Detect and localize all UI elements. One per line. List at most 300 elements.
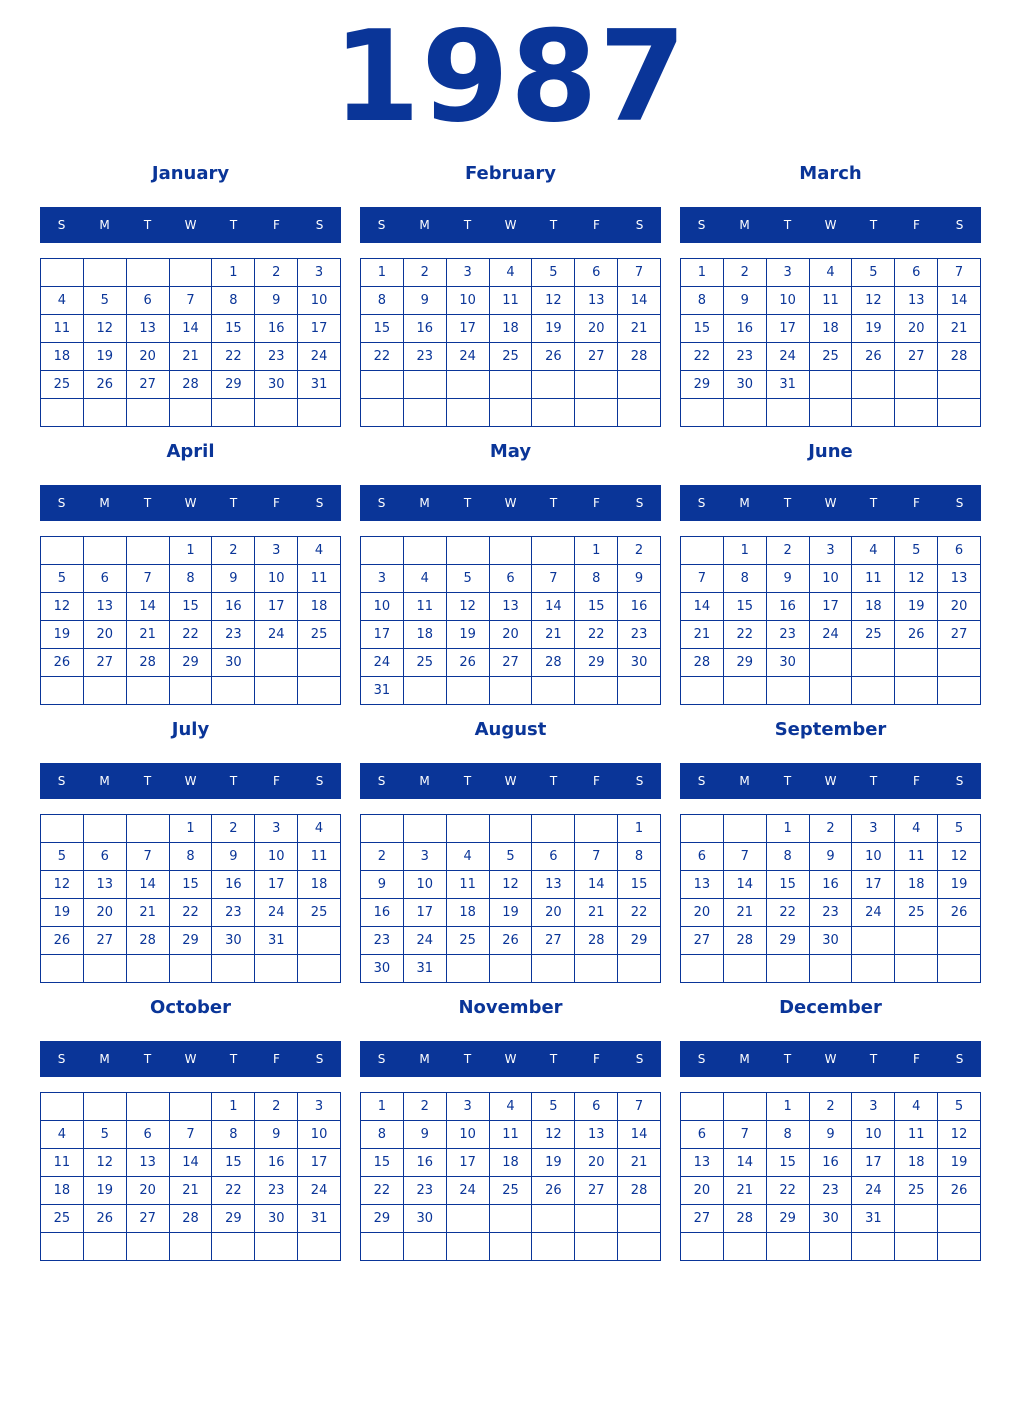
day-cell: 22 [361,1177,404,1205]
day-cell: 31 [298,371,341,399]
empty-cell [212,677,255,705]
day-grid [680,258,981,427]
day-cell: 26 [938,1177,981,1205]
day-cell: 29 [618,927,661,955]
weekday-label: M [99,774,110,788]
empty-cell [127,1233,170,1261]
day-cell: 16 [618,593,661,621]
day-cell: 12 [41,593,84,621]
empty-cell [447,955,490,983]
empty-cell [490,1205,533,1233]
day-cell: 16 [361,899,404,927]
day-cell: 18 [895,871,938,899]
day-cell: 11 [298,843,341,871]
day-cell: 31 [404,955,447,983]
empty-cell [938,371,981,399]
day-cell: 19 [41,899,84,927]
day-cell: 9 [212,565,255,593]
empty-cell [532,371,575,399]
day-cell: 6 [681,1121,724,1149]
day-cell: 7 [938,259,981,287]
weekday-label: M [739,218,750,232]
day-cell: 27 [575,343,618,371]
day-cell: 20 [127,1177,170,1205]
empty-cell [84,1233,127,1261]
day-cell: 31 [298,1205,341,1233]
day-cell: 1 [212,1093,255,1121]
day-cell: 12 [938,843,981,871]
empty-cell [618,955,661,983]
day-cell: 11 [895,843,938,871]
day-cell: 18 [298,593,341,621]
day-cell: 27 [681,1205,724,1233]
day-cell: 20 [575,315,618,343]
empty-cell [938,955,981,983]
day-cell: 4 [490,259,533,287]
weekday-label: F [273,1052,280,1066]
day-cell: 10 [447,1121,490,1149]
day-cell: 2 [255,259,298,287]
day-cell: 5 [532,259,575,287]
empty-cell [84,1093,127,1121]
day-cell: 6 [127,1121,170,1149]
day-cell: 24 [852,1177,895,1205]
day-cell: 7 [575,843,618,871]
day-cell: 15 [618,871,661,899]
empty-cell [681,537,724,565]
empty-cell [447,537,490,565]
day-cell: 12 [84,315,127,343]
day-cell: 2 [212,815,255,843]
day-cell: 30 [404,1205,447,1233]
day-cell: 9 [255,287,298,315]
day-cell: 17 [298,315,341,343]
day-cell: 1 [767,1093,810,1121]
day-cell: 14 [618,1121,661,1149]
day-cell: 24 [447,1177,490,1205]
weekday-label: S [635,1052,644,1066]
day-cell: 22 [767,899,810,927]
day-cell: 17 [298,1149,341,1177]
day-cell: 28 [575,927,618,955]
weekday-label: W [824,1052,837,1066]
day-cell: 28 [618,343,661,371]
day-cell: 18 [447,899,490,927]
day-cell: 31 [852,1205,895,1233]
day-cell: 27 [84,649,127,677]
weekday-label: T [783,1052,792,1066]
weekday-label: M [419,774,430,788]
day-cell: 8 [212,1121,255,1149]
day-cell: 25 [404,649,447,677]
day-cell: 13 [490,593,533,621]
day-cell: 9 [361,871,404,899]
empty-cell [618,399,661,427]
empty-cell [681,399,724,427]
empty-cell [810,955,853,983]
empty-cell [938,399,981,427]
empty-cell [618,1205,661,1233]
day-cell: 24 [255,899,298,927]
day-cell: 10 [298,1121,341,1149]
day-cell: 5 [938,815,981,843]
day-cell: 17 [447,1149,490,1177]
day-cell: 22 [212,343,255,371]
day-cell: 3 [298,259,341,287]
day-cell: 9 [212,843,255,871]
day-cell: 12 [938,1121,981,1149]
empty-cell [127,955,170,983]
day-cell: 1 [618,815,661,843]
empty-cell [532,1233,575,1261]
empty-cell [724,677,767,705]
day-cell: 31 [767,371,810,399]
day-cell: 28 [170,371,213,399]
day-cell: 15 [361,315,404,343]
weekday-label: T [143,1052,152,1066]
day-cell: 4 [490,1093,533,1121]
day-cell: 3 [852,815,895,843]
day-cell: 12 [490,871,533,899]
empty-cell [532,815,575,843]
day-cell: 15 [575,593,618,621]
empty-cell [767,677,810,705]
day-cell: 22 [681,343,724,371]
empty-cell [447,677,490,705]
empty-cell [724,1093,767,1121]
day-cell: 20 [681,899,724,927]
day-cell: 1 [212,259,255,287]
day-cell: 9 [618,565,661,593]
day-cell: 5 [84,287,127,315]
weekday-label: M [739,496,750,510]
day-grid [360,814,661,983]
weekday-label: S [377,774,386,788]
day-cell: 16 [212,871,255,899]
day-grid [360,1092,661,1261]
day-grid [40,1092,341,1261]
day-cell: 16 [767,593,810,621]
empty-cell [895,1205,938,1233]
day-cell: 23 [404,343,447,371]
weekday-label: M [739,1052,750,1066]
empty-cell [767,399,810,427]
day-cell: 16 [212,593,255,621]
empty-cell [255,399,298,427]
empty-cell [852,399,895,427]
day-cell: 3 [255,815,298,843]
day-cell: 20 [127,343,170,371]
empty-cell [767,955,810,983]
day-cell: 30 [767,649,810,677]
day-cell: 25 [298,621,341,649]
weekday-label: T [143,218,152,232]
day-cell: 14 [618,287,661,315]
empty-cell [532,399,575,427]
day-cell: 5 [895,537,938,565]
empty-cell [127,677,170,705]
weekday-label: S [377,496,386,510]
day-cell: 15 [170,593,213,621]
empty-cell [447,371,490,399]
day-cell: 11 [490,287,533,315]
day-cell: 9 [724,287,767,315]
empty-cell [724,815,767,843]
day-cell: 2 [618,537,661,565]
empty-cell [810,1233,853,1261]
weekday-header [680,207,981,243]
day-cell: 29 [575,649,618,677]
day-cell: 23 [212,621,255,649]
day-cell: 2 [212,537,255,565]
day-cell: 17 [361,621,404,649]
day-cell: 13 [127,315,170,343]
weekday-label: T [549,774,558,788]
day-cell: 15 [767,871,810,899]
day-cell: 13 [575,1121,618,1149]
day-cell: 15 [212,315,255,343]
day-cell: 10 [447,287,490,315]
day-cell: 24 [767,343,810,371]
empty-cell [618,371,661,399]
day-cell: 26 [532,343,575,371]
empty-cell [938,1233,981,1261]
empty-cell [212,399,255,427]
day-cell: 2 [255,1093,298,1121]
day-cell: 27 [127,1205,170,1233]
empty-cell [490,1233,533,1261]
day-cell: 25 [447,927,490,955]
day-cell: 22 [170,621,213,649]
day-cell: 7 [618,259,661,287]
empty-cell [767,1233,810,1261]
day-cell: 25 [852,621,895,649]
day-cell: 1 [681,259,724,287]
day-cell: 19 [532,315,575,343]
day-cell: 14 [127,593,170,621]
day-cell: 5 [490,843,533,871]
day-cell: 23 [361,927,404,955]
day-cell: 8 [212,287,255,315]
empty-cell [852,677,895,705]
day-cell: 11 [447,871,490,899]
weekday-label: S [955,774,964,788]
empty-cell [681,1093,724,1121]
weekday-label: W [824,496,837,510]
empty-cell [681,1233,724,1261]
day-cell: 27 [532,927,575,955]
empty-cell [681,955,724,983]
empty-cell [575,371,618,399]
weekday-label: T [229,496,238,510]
day-cell: 3 [361,565,404,593]
day-cell: 18 [41,343,84,371]
day-cell: 16 [404,315,447,343]
day-cell: 30 [361,955,404,983]
day-cell: 5 [938,1093,981,1121]
day-cell: 28 [681,649,724,677]
day-cell: 10 [810,565,853,593]
day-cell: 19 [84,343,127,371]
day-cell: 10 [767,287,810,315]
day-cell: 19 [41,621,84,649]
day-cell: 2 [810,1093,853,1121]
day-cell: 19 [532,1149,575,1177]
day-cell: 28 [127,649,170,677]
empty-cell [84,815,127,843]
day-cell: 21 [938,315,981,343]
day-cell: 11 [810,287,853,315]
weekday-label: S [377,1052,386,1066]
weekday-label: T [463,218,472,232]
day-cell: 29 [361,1205,404,1233]
weekday-label: T [869,218,878,232]
day-cell: 10 [852,843,895,871]
month-name: October [150,997,231,1018]
day-cell: 17 [767,315,810,343]
empty-cell [84,677,127,705]
weekday-label: F [913,496,920,510]
day-cell: 1 [724,537,767,565]
day-cell: 22 [361,343,404,371]
day-cell: 16 [810,871,853,899]
empty-cell [404,399,447,427]
empty-cell [447,399,490,427]
day-cell: 10 [404,871,447,899]
day-cell: 22 [724,621,767,649]
day-grid [360,258,661,427]
day-cell: 11 [298,565,341,593]
empty-cell [127,1093,170,1121]
day-cell: 5 [41,843,84,871]
day-cell: 25 [298,899,341,927]
weekday-label: T [229,218,238,232]
day-cell: 4 [852,537,895,565]
day-cell: 6 [490,565,533,593]
day-cell: 27 [127,371,170,399]
month-name: November [458,997,563,1018]
day-cell: 2 [404,1093,447,1121]
weekday-label: M [99,218,110,232]
empty-cell [298,927,341,955]
day-cell: 20 [575,1149,618,1177]
day-cell: 22 [618,899,661,927]
weekday-header [680,763,981,799]
day-cell: 27 [490,649,533,677]
day-cell: 17 [447,315,490,343]
day-cell: 12 [532,287,575,315]
weekday-label: M [419,1052,430,1066]
weekday-label: F [913,218,920,232]
day-cell: 19 [852,315,895,343]
empty-cell [724,399,767,427]
day-cell: 10 [298,287,341,315]
day-cell: 11 [404,593,447,621]
day-cell: 8 [767,1121,810,1149]
empty-cell [41,399,84,427]
weekday-label: F [593,218,600,232]
day-cell: 13 [575,287,618,315]
day-cell: 18 [298,871,341,899]
day-cell: 9 [810,1121,853,1149]
weekday-label: S [697,218,706,232]
day-cell: 1 [170,537,213,565]
empty-cell [852,927,895,955]
day-cell: 21 [618,1149,661,1177]
day-cell: 1 [361,259,404,287]
day-cell: 25 [895,1177,938,1205]
day-grid [360,536,661,705]
empty-cell [575,677,618,705]
day-cell: 20 [938,593,981,621]
empty-cell [255,1233,298,1261]
empty-cell [810,649,853,677]
day-grid [680,1092,981,1261]
day-cell: 12 [447,593,490,621]
day-cell: 6 [575,259,618,287]
day-cell: 14 [170,315,213,343]
weekday-label: T [463,496,472,510]
day-cell: 11 [41,315,84,343]
weekday-label: S [635,774,644,788]
day-cell: 12 [84,1149,127,1177]
day-cell: 25 [810,343,853,371]
day-cell: 7 [127,565,170,593]
empty-cell [41,259,84,287]
year-title: 1987 [332,3,688,150]
empty-cell [41,955,84,983]
day-cell: 16 [255,315,298,343]
weekday-label: M [739,774,750,788]
empty-cell [490,815,533,843]
day-cell: 11 [490,1121,533,1149]
empty-cell [361,537,404,565]
day-cell: 28 [938,343,981,371]
day-cell: 12 [852,287,895,315]
day-cell: 27 [938,621,981,649]
day-cell: 8 [767,843,810,871]
empty-cell [895,371,938,399]
day-cell: 13 [84,593,127,621]
day-grid [680,536,981,705]
day-cell: 20 [84,621,127,649]
empty-cell [170,399,213,427]
empty-cell [41,1233,84,1261]
day-cell: 8 [170,843,213,871]
weekday-label: W [824,774,837,788]
day-cell: 1 [170,815,213,843]
day-grid [40,536,341,705]
day-cell: 7 [681,565,724,593]
day-cell: 8 [618,843,661,871]
day-cell: 4 [895,1093,938,1121]
day-cell: 28 [724,1205,767,1233]
empty-cell [212,955,255,983]
empty-cell [895,399,938,427]
empty-cell [575,1233,618,1261]
day-cell: 11 [41,1149,84,1177]
empty-cell [404,815,447,843]
day-cell: 21 [724,899,767,927]
day-cell: 8 [361,287,404,315]
weekday-label: W [504,496,517,510]
day-cell: 29 [170,927,213,955]
weekday-label: W [824,218,837,232]
day-cell: 28 [170,1205,213,1233]
day-cell: 3 [767,259,810,287]
day-cell: 26 [41,649,84,677]
empty-cell [170,1233,213,1261]
